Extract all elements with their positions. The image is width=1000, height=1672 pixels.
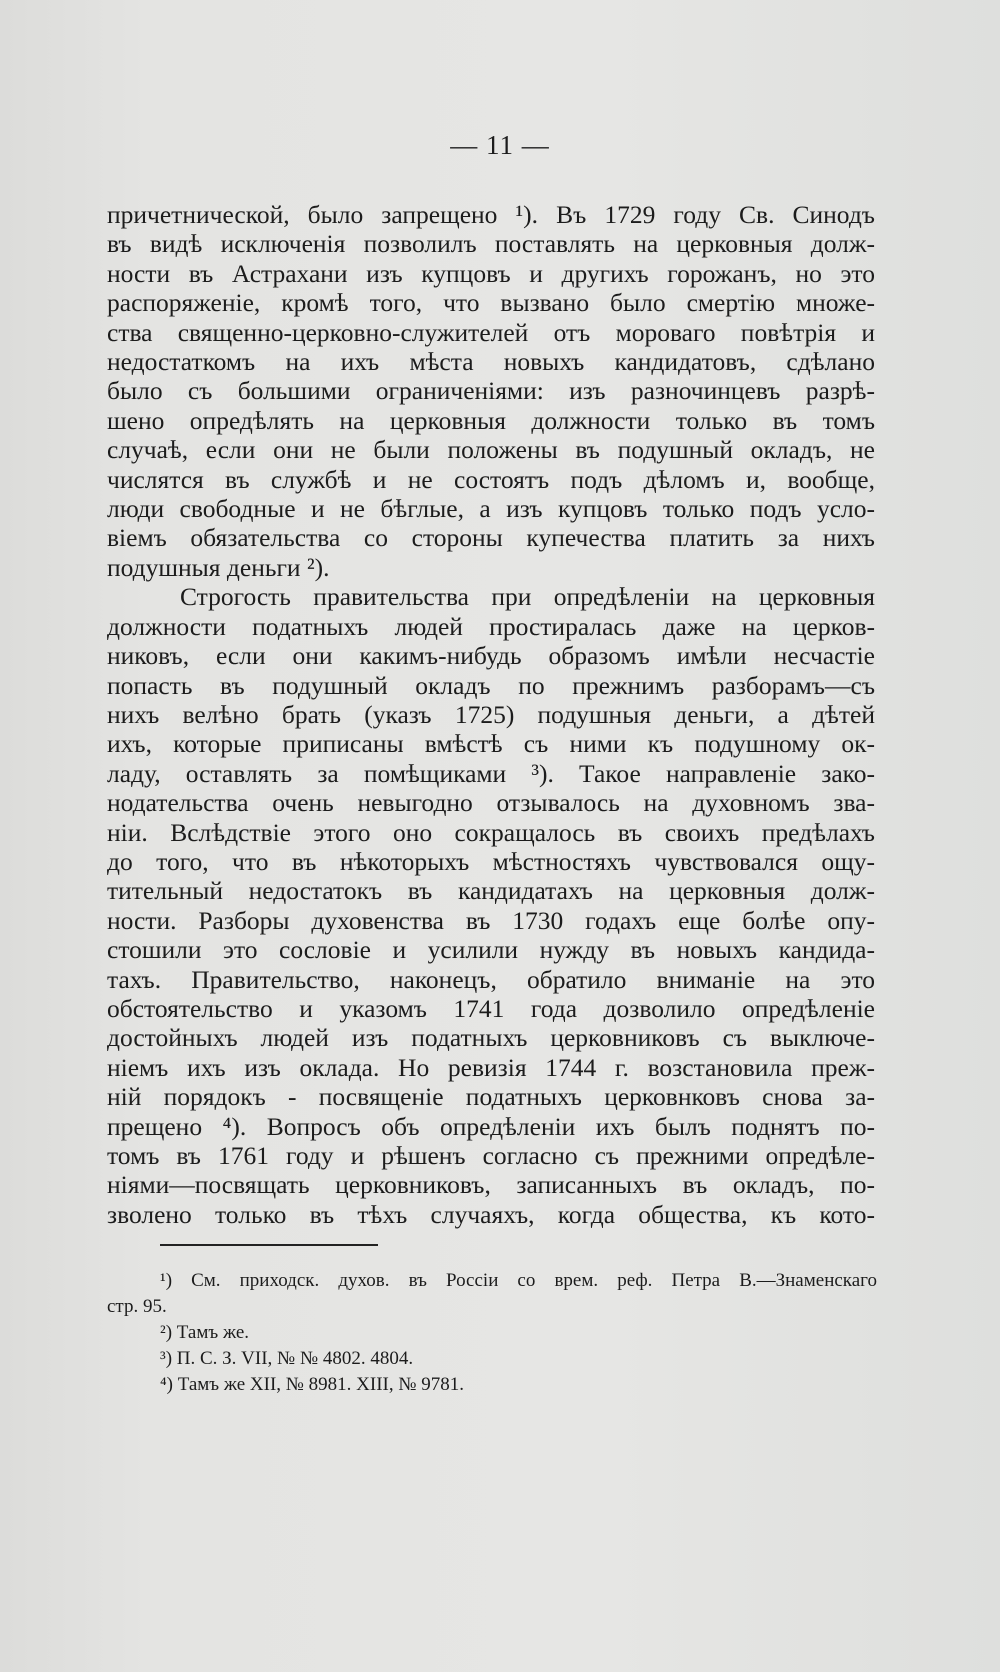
text-line: ладу, оставлять за помѣщиками ³). Такое направленіе зако- — [107, 758, 875, 788]
footnote-continuation: стр. 95. — [107, 1296, 167, 1317]
footnote: ²) Тамъ же. — [160, 1322, 249, 1343]
text-line: нихъ велѣно брать (указъ 1725) подушныя деньги, а дѣтей — [107, 699, 875, 729]
text-line: ства священно-церковно-служителей отъ мороваго повѣтрія и — [107, 317, 875, 347]
footnote-separator — [160, 1244, 378, 1246]
text-line: было съ большими ограниченіями: изъ разночинцевъ разрѣ- — [107, 376, 875, 406]
text-line: подушныя деньги ²). — [107, 552, 330, 582]
footnote: ¹) См. приходск. духов. въ Россіи со врем. реф. Петра В.—Знаменскаго — [160, 1270, 877, 1291]
text-line: попасть въ подушный окладъ по прежнимъ разборамъ—съ — [107, 670, 875, 700]
text-line: люди свободные и не бѣглые, а изъ купцовъ только подъ усло- — [107, 494, 875, 524]
text-line: шено опредѣлять на церковныя должности только въ томъ — [107, 405, 875, 435]
text-line: никовъ, если они какимъ-нибудь образомъ имѣли несчастіе — [107, 641, 875, 671]
text-line: въ видѣ исключенія позволилъ поставлять на церковныя долж- — [107, 229, 875, 259]
text-line: зволено только въ тѣхъ случаяхъ, когда общества, къ кото- — [107, 1199, 875, 1229]
text-line: числятся въ службѣ и не состоятъ подъ дѣломъ и, вообще, — [107, 464, 875, 494]
text-line: ихъ, которые приписаны вмѣстѣ съ ними къ подушному ок- — [107, 729, 875, 759]
text-line: случаѣ, если они не были положены въ подушный окладъ, не — [107, 435, 875, 465]
text-line: ніями—посвящать церковниковъ, записанныхъ въ окладъ, по- — [107, 1170, 875, 1200]
footnote: ⁴) Тамъ же XII, № 8981. XIII, № 9781. — [160, 1374, 465, 1395]
footnotes — [107, 1268, 877, 1398]
text-line: томъ въ 1761 году и рѣшенъ согласно съ прежними опредѣле- — [107, 1141, 875, 1170]
text-line: ніи. Вслѣдствіе этого оно сокращалось въ своихъ предѣлахъ — [107, 817, 875, 847]
text-line: нодательства очень невыгодно отзывалось на духовномъ зва- — [107, 788, 875, 818]
text-line: Строгость правительства при опредѣленіи на церковныя — [180, 582, 875, 612]
text-line: стошили это сословіе и усилили нужду въ новыхъ кандида- — [107, 935, 875, 965]
page-number: — 11 — — [450, 130, 550, 160]
body-text — [107, 200, 875, 1229]
text-line: ніемъ ихъ изъ оклада. Но ревизія 1744 г. возстановила преж- — [107, 1052, 875, 1082]
text-line: ности. Разборы духовенства въ 1730 годахъ еще болѣе опу- — [107, 905, 875, 935]
text-line: причетнической, было запрещено ¹). Въ 1729 году Св. Синодъ — [107, 200, 875, 229]
text-line: достойныхъ людей изъ податныхъ церковниковъ съ выключе- — [107, 1023, 875, 1053]
footnote: ³) П. С. З. VII, № № 4802. 4804. — [160, 1348, 414, 1369]
text-line: должности податныхъ людей простиралась даже на церков- — [107, 611, 875, 641]
text-line: тахъ. Правительство, наконецъ, обратило вниманіе на это — [107, 964, 875, 994]
text-line: распоряженіе, кромѣ того, что вызвано было смертію множе- — [107, 288, 875, 318]
text-line: ній порядокъ - посвященіе податныхъ церковнковъ снова за- — [107, 1082, 875, 1112]
text-line: віемъ обязательства со стороны купечества платить за нихъ — [107, 523, 875, 553]
text-line: ности въ Астрахани изъ купцовъ и другихъ горожанъ, но это — [107, 258, 875, 288]
text-line: обстоятельство и указомъ 1741 года дозволило опредѣленіе — [107, 993, 875, 1023]
text-line: недостаткомъ на ихъ мѣста новыхъ кандидатовъ, сдѣлано — [107, 347, 875, 377]
text-line: тительный недостатокъ въ кандидатахъ на церковныя долж- — [107, 876, 875, 906]
text-line: прещено ⁴). Вопросъ объ опредѣленіи ихъ былъ поднятъ по- — [107, 1111, 875, 1141]
text-line: до того, что въ нѣкоторыхъ мѣстностяхъ чувствовался ощу- — [107, 846, 875, 876]
